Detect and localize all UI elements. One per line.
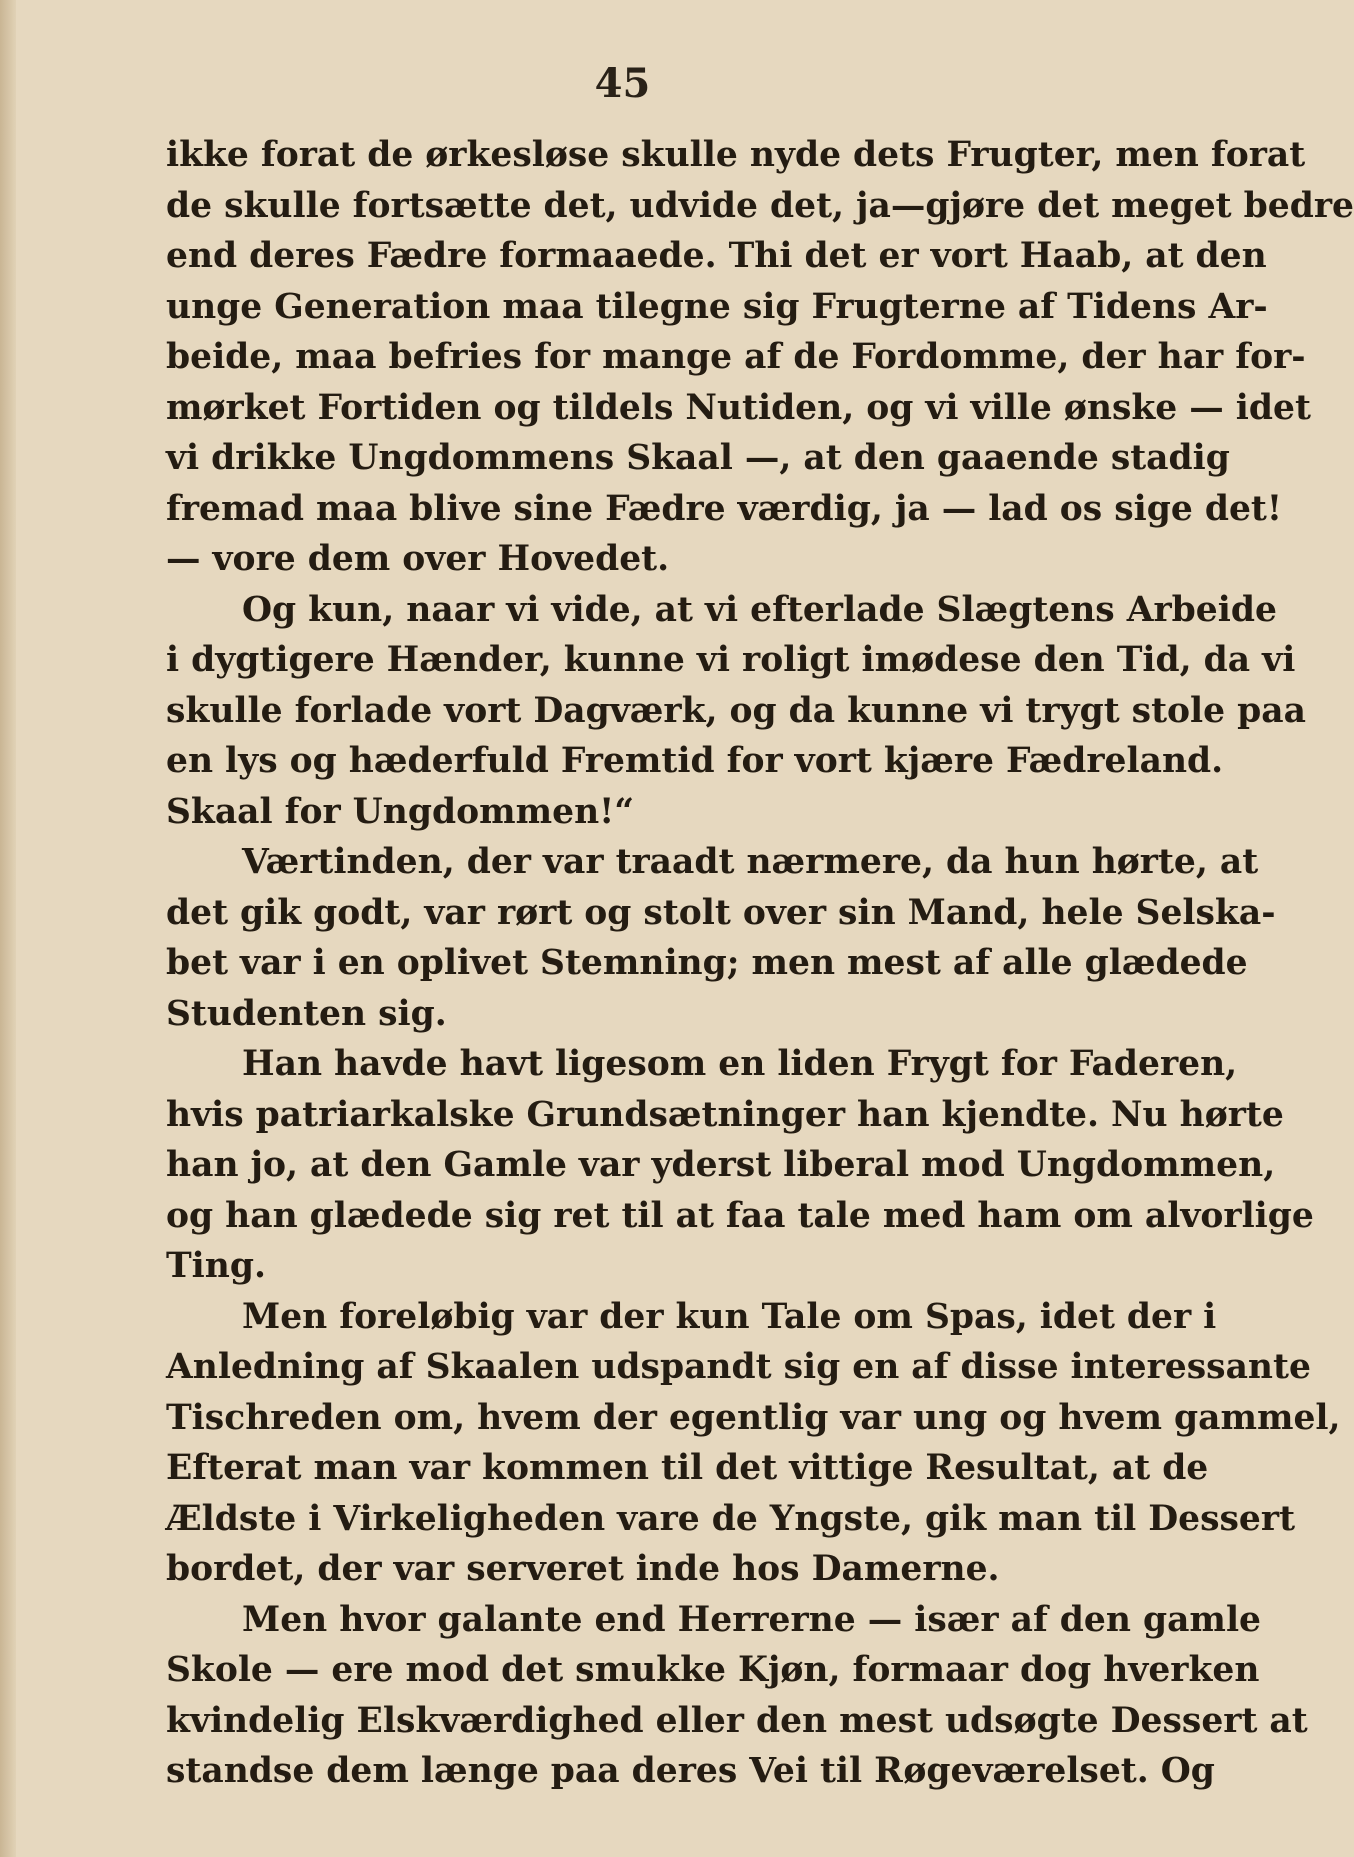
text-line: Værtinden, der var traadt nærmere, da hun hørte, at bbox=[242, 842, 1259, 882]
text-line: Og kun, naar vi vide, at vi efterlade Slægtens Arbeide bbox=[242, 589, 1277, 630]
page-number: 45 bbox=[594, 60, 651, 107]
text-line: — vore dem over Hovedet. bbox=[166, 539, 670, 579]
text-line: Men foreløbig var der kun Tale om Spas, idet der i bbox=[242, 1296, 1217, 1337]
text-line: og han glædede sig ret til at faa tale med ham om alvorlige bbox=[166, 1195, 1314, 1236]
body-text bbox=[166, 130, 1354, 1797]
text-line: Ting. bbox=[166, 1246, 266, 1286]
text-line: de skulle fortsætte det, udvide det, ja—gjøre det meget bedre bbox=[166, 185, 1354, 226]
page-edge-shadow bbox=[0, 0, 16, 1857]
text-line: end deres Fædre formaaede. Thi det er vort Haab, at den bbox=[166, 236, 1267, 276]
text-line: Han havde havt ligesom en liden Frygt for Faderen, bbox=[242, 1044, 1238, 1084]
text-line: Men hvor galante end Herrerne — især af den gamle bbox=[242, 1599, 1261, 1640]
text-line: unge Generation maa tilegne sig Frugterne af Tidens Ar- bbox=[166, 286, 1268, 327]
text-line: i dygtigere Hænder, kunne vi roligt imødese den Tid, da vi bbox=[166, 640, 1296, 680]
text-line: Studenten sig. bbox=[166, 993, 447, 1034]
text-line: vi drikke Ungdommens Skaal —, at den gaaende stadig bbox=[166, 438, 1230, 478]
text-line: Anledning af Skaalen udspandt sig en af disse interessante bbox=[166, 1347, 1311, 1387]
text-line: bordet, der var serveret inde hos Damerne. bbox=[166, 1549, 1000, 1589]
text-line: det gik godt, var rørt og stolt over sin Mand, hele Selska- bbox=[166, 892, 1276, 933]
text-line: skulle forlade vort Dagværk, og da kunne vi trygt stole paa bbox=[166, 690, 1306, 731]
text-line: kvindelig Elskværdighed eller den mest udsøgte Dessert at bbox=[166, 1700, 1308, 1741]
text-line: standse dem længe paa deres Vei til Røgeværelset. Og bbox=[166, 1751, 1215, 1791]
text-line: mørket Fortiden og tildels Nutiden, og vi ville ønske — idet bbox=[166, 387, 1311, 428]
text-line: Skaal for Ungdommen!“ bbox=[166, 791, 635, 832]
text-line: Efterat man var kommen til det vittige Resultat, at de bbox=[166, 1448, 1209, 1488]
text-line: bet var i en oplivet Stemning; men mest af alle glædede bbox=[166, 943, 1248, 983]
text-line: hvis patriarkalske Grundsætninger han kjendte. Nu hørte bbox=[166, 1094, 1284, 1135]
text-line: beide, maa befries for mange af de Fordomme, der har for- bbox=[166, 337, 1306, 377]
text-line: Tischreden om, hvem der egentlig var ung og hvem gammel, bbox=[166, 1397, 1341, 1438]
text-line: Skole — ere mod det smukke Kjøn, formaar dog hverken bbox=[166, 1650, 1260, 1690]
text-line: fremad maa blive sine Fædre værdig, ja — lad os sige det! bbox=[166, 488, 1283, 529]
text-line: Ældste i Virkeligheden vare de Yngste, gik man til Dessert bbox=[166, 1498, 1295, 1539]
text-line: ikke forat de ørkesløse skulle nyde dets Frugter, men forat bbox=[166, 135, 1306, 175]
text-line: en lys og hæderfuld Fremtid for vort kjære Fædreland. bbox=[166, 741, 1224, 781]
text-line: han jo, at den Gamle var yderst liberal mod Ungdommen, bbox=[166, 1145, 1276, 1185]
